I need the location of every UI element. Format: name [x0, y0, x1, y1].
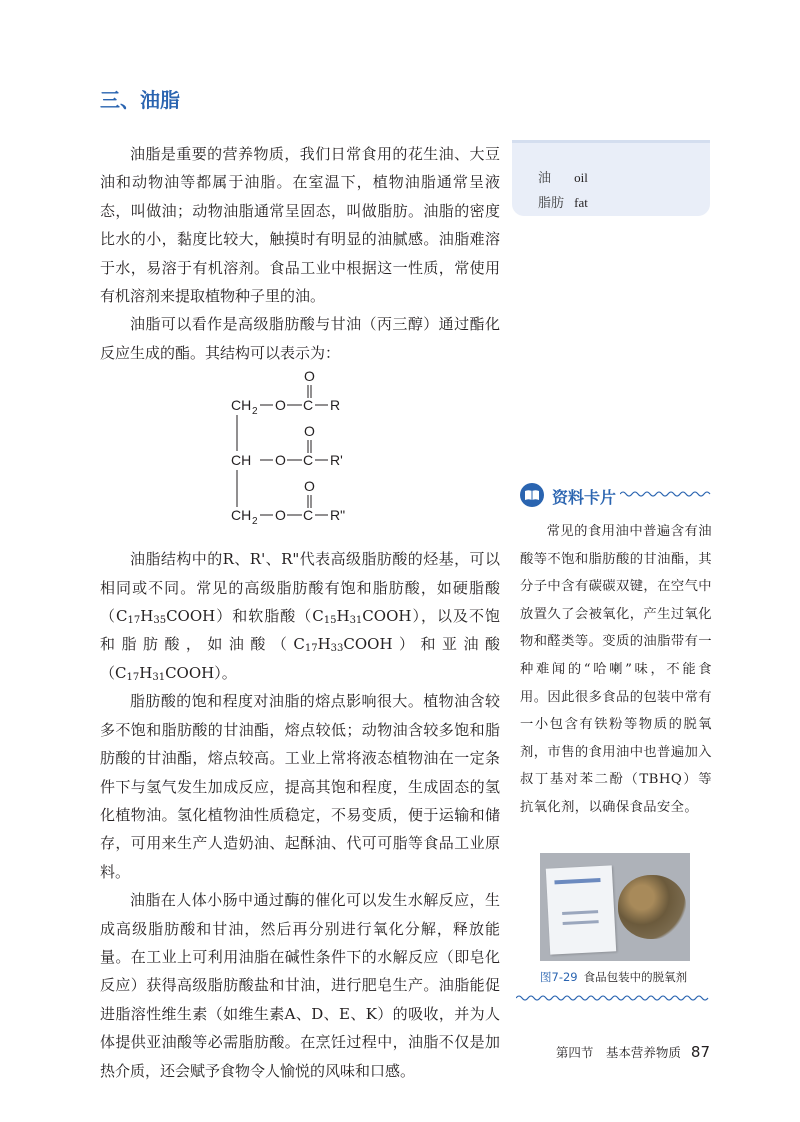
info-card-header [520, 483, 715, 509]
formula-text: C [115, 663, 127, 682]
formula-ch2-bottom-sub: 2 [252, 516, 258, 528]
formula-text: H [317, 635, 331, 654]
deoxidizer-powder [618, 875, 686, 939]
formula-c: C [303, 507, 314, 524]
formula-ch-mid: CH [231, 452, 252, 469]
formula-text: C [312, 607, 324, 626]
subscript: 15 [323, 615, 337, 627]
info-card-body [520, 518, 712, 822]
formula-text: H [336, 607, 350, 626]
text-run: ）和软脂酸（ [215, 607, 313, 626]
formula-text: H [139, 663, 153, 682]
figure-number: 图7-29 [540, 970, 578, 984]
info-card-text: 常见的食用油中普遍含有油酸等不饱和脂肪酸的甘油酯，其分子中含有碳碳双键，在空气中放置久了会被氧化，产生过氧化物和醛类等。变质的油脂带有一种难闻的“哈喇”味，不能食用。因此很多食品的包装中常有一小包含有铁粉等物质的脱氧剂，市售的食用油中也普遍加入叔丁基对苯二酚（TBHQ）等抗氧化剂，以确保食品安全。 [520, 524, 712, 815]
paragraph-fatty-acids [100, 545, 500, 687]
text-run: ）。 [214, 663, 237, 682]
figure-caption [540, 969, 687, 985]
text-run: 油脂结构中的R、R'、R"代表高级脂肪酸的烃基，可以相同或不同。常见的高级脂肪酸有饱和脂肪酸，如硬脂酸（ [100, 550, 500, 626]
formula-text: COOH [362, 607, 412, 626]
page-footer [556, 1043, 710, 1061]
formula-text: COOH [166, 607, 216, 626]
formula-r2: R' [330, 452, 343, 469]
subscript: 33 [330, 643, 344, 655]
formula-carbonyl-o: O [304, 478, 315, 495]
formula-c: C [303, 452, 314, 469]
glossary-term-zh: 油 [538, 171, 552, 186]
formula-text: COOH [165, 663, 215, 682]
formula-ch2-top-sub: 2 [252, 406, 258, 418]
formula-r3: R" [330, 507, 346, 524]
subscript: 17 [127, 615, 141, 627]
figure-caption-text: 食品包装中的脱氧剂 [583, 970, 688, 984]
deoxidizer-photo [540, 853, 690, 961]
glossary-box [512, 140, 710, 216]
paragraph: 油脂可以看作是高级脂肪酸与甘油（丙三醇）通过酯化反应生成的酯。其结构可以表示为： [100, 315, 500, 362]
paragraph: 脂肪酸的饱和程度对油脂的熔点影响很大。植物油含较多不饱和脂肪酸的甘油酯，熔点较低；动物油含较多饱和脂肪酸的甘油酯，熔点较高。工业上常将液态植物油在一定条件下与氢气发生加成反应，提高其饱和程度，生成固态的氢化植物油。氢化植物油性质稳定，不易变质，便于运输和储存，可用来生产人造奶油、起酥油、代可可脂等食品工业原料。 [100, 692, 500, 881]
packet-label-mark [554, 878, 600, 884]
subscript: 17 [126, 671, 140, 683]
formula-carbonyl-o: O [304, 423, 315, 440]
subscript: 17 [304, 643, 318, 655]
formula-carbonyl-o: O [304, 368, 315, 385]
formula-text: H [140, 607, 154, 626]
paragraph: 油脂是重要的营养物质，我们日常食用的花生油、大豆油和动物油等都属于油脂。在室温下，植物油脂通常呈液态，叫做油；动物油脂通常呈固态，叫做脂肪。油脂的密度比水的小，黏度比较大，触摸时有明显的油腻感。油脂难溶于水，易溶于有机溶剂。食品工业中根据这一性质，常使用有机溶剂来提取植物种子里的油。 [100, 145, 500, 306]
triglyceride-structure-formula [100, 367, 500, 545]
section-title: 三、油脂 [100, 88, 180, 112]
formula-text: C [293, 635, 305, 654]
wave-decoration [516, 993, 712, 1003]
page-number: 87 [690, 1043, 710, 1061]
formula-svg [100, 367, 500, 545]
packet-text-mark [563, 920, 599, 925]
info-card-title: 资料卡片 [552, 488, 617, 507]
formula-text: C [116, 607, 128, 626]
formula-o: O [275, 397, 286, 414]
glossary-item [538, 165, 710, 190]
packet-text-mark [562, 910, 598, 915]
formula-text: COOH [343, 635, 393, 654]
formula-ch2-bottom: CH [231, 507, 252, 524]
glossary-term-zh: 脂肪 [538, 196, 565, 211]
formula-o: O [275, 507, 286, 524]
formula-c: C [303, 397, 314, 414]
deoxidizer-packet [546, 865, 616, 954]
glossary-term-en: fat [574, 195, 588, 210]
subscript: 31 [152, 671, 166, 683]
footer-section: 第四节 基本营养物质 [555, 1045, 681, 1060]
subscript: 35 [153, 615, 167, 627]
text-run: ）和亚油酸（ [100, 635, 500, 682]
formula-ch2-top: CH [231, 397, 252, 414]
glossary-term-en: oil [574, 170, 588, 185]
book-icon [520, 483, 544, 507]
wave-decoration [620, 489, 712, 499]
formula-o: O [275, 452, 286, 469]
glossary-item [538, 190, 710, 215]
formula-r1: R [330, 397, 341, 414]
paragraph: 油脂在人体小肠中通过酶的催化可以发生水解反应，生成高级脂肪酸和甘油，然后再分别进行氧化分解，释放能量。在工业上可利用油脂在碱性条件下的水解反应（即皂化反应）获得高级脂肪酸盐和甘油，进行肥皂生产。油脂能促进脂溶性维生素（如维生素A、D、E、K）的吸收，并为人体提供亚油酸等必需脂肪酸。在烹饪过程中，油脂不仅是加热介质，还会赋予食物令人愉悦的风味和口感。 [100, 891, 500, 1080]
main-text [100, 140, 500, 1085]
subscript: 31 [349, 615, 363, 627]
text-run: ），以及不饱和脂肪酸，如油酸（ [100, 607, 500, 654]
